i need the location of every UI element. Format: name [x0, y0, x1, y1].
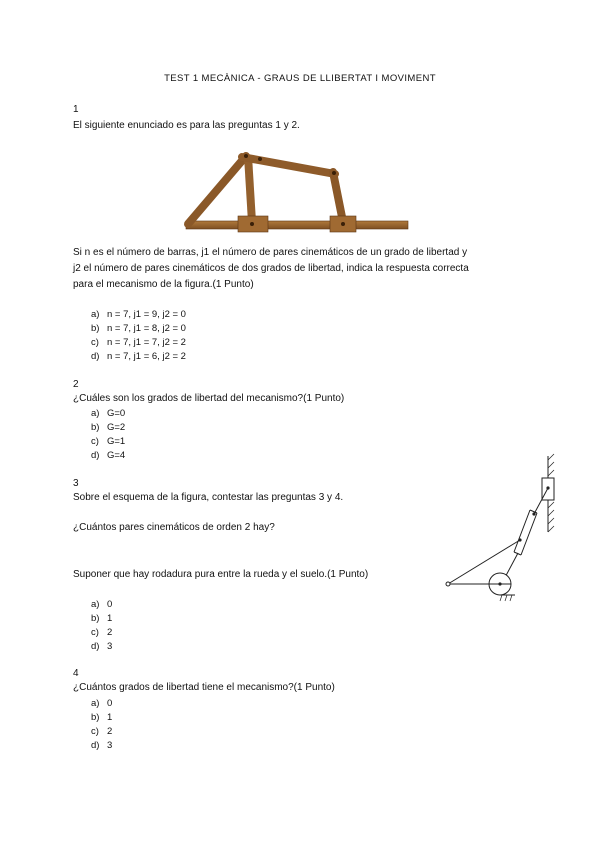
question-2-option-b[interactable]: [91, 422, 125, 433]
option-text: 0: [107, 698, 113, 709]
question-3-option-a[interactable]: [91, 599, 112, 610]
option-letter: b): [91, 712, 100, 723]
option-text: n = 7, j1 = 9, j2 = 0: [107, 309, 186, 320]
question-1-text-line: j2 el número de pares cinemáticos de dos grados de libertad, indica la respuesta correcta: [73, 263, 469, 274]
option-text: n = 7, j1 = 6, j2 = 2: [107, 351, 186, 362]
option-text: G=0: [107, 408, 126, 419]
slider-wheel-schematic: [440, 452, 570, 604]
option-letter: b): [91, 323, 100, 334]
question-4-option-c[interactable]: [91, 726, 112, 737]
pin: [332, 171, 336, 175]
slider-link: [534, 488, 548, 514]
pivot: [498, 582, 501, 585]
question-2-option-c[interactable]: [91, 436, 125, 447]
question-2-text: ¿Cuáles son los grados de libertad del mecanismo?(1 Punto): [73, 393, 345, 404]
option-letter: c): [91, 726, 99, 737]
pivot: [532, 512, 535, 515]
question-1-option-a[interactable]: [91, 309, 186, 320]
option-text: 1: [107, 613, 113, 624]
question-1-option-c[interactable]: [91, 337, 186, 348]
option-letter: d): [91, 641, 100, 652]
option-text: 0: [107, 599, 113, 610]
pin: [250, 222, 254, 226]
option-letter: b): [91, 422, 100, 433]
option-letter: a): [91, 599, 100, 610]
left-pivot: [446, 582, 450, 586]
question-3-option-d[interactable]: [91, 641, 112, 652]
pin: [341, 222, 345, 226]
option-text: 3: [107, 740, 113, 751]
option-text: n = 7, j1 = 8, j2 = 0: [107, 323, 186, 334]
option-letter: c): [91, 627, 99, 638]
question-4-option-d[interactable]: [91, 740, 112, 751]
question-1-intro: El siguiente enunciado es para las preguntas 1 y 2.: [73, 120, 300, 131]
question-3-number: 3: [73, 478, 79, 489]
option-text: G=4: [107, 450, 126, 461]
coupler-bar: [514, 510, 537, 555]
option-text: n = 7, j1 = 7, j2 = 2: [107, 337, 186, 348]
option-text: 3: [107, 641, 113, 652]
option-letter: c): [91, 337, 99, 348]
page-title: TEST 1 MECÀNICA - GRAUS DE LLIBERTAT I MOVIMENT: [164, 73, 436, 84]
option-text: 2: [107, 627, 113, 638]
right-vertical-bar: [333, 172, 343, 222]
question-4-number: 4: [73, 668, 79, 679]
left-diagonal-bar: [188, 156, 246, 224]
question-3-intro: Sobre el esquema de la figura, contestar las preguntas 3 y 4.: [73, 492, 344, 503]
pin: [244, 154, 248, 158]
base-bar: [186, 221, 408, 229]
option-letter: a): [91, 309, 100, 320]
pivot: [518, 538, 521, 541]
question-1-option-d[interactable]: [91, 351, 186, 362]
question-2-option-d[interactable]: [91, 450, 125, 461]
top-link: [242, 157, 335, 174]
option-text: G=1: [107, 436, 126, 447]
question-3-note: Suponer que hay rodadura pura entre la rueda y el suelo.(1 Punto): [73, 569, 369, 580]
option-letter: c): [91, 436, 99, 447]
question-2-option-a[interactable]: [91, 408, 125, 419]
question-3-option-c[interactable]: [91, 627, 112, 638]
question-1-number: 1: [73, 104, 79, 115]
pivot: [546, 486, 549, 489]
question-1-option-b[interactable]: [91, 323, 186, 334]
question-2-number: 2: [73, 379, 79, 390]
option-letter: d): [91, 740, 100, 751]
option-text: 2: [107, 726, 113, 737]
wooden-linkage-figure: [180, 148, 412, 238]
question-4-text: ¿Cuántos grados de libertad tiene el mecanismo?(1 Punto): [73, 682, 335, 693]
question-4-option-b[interactable]: [91, 712, 112, 723]
question-4-option-a[interactable]: [91, 698, 112, 709]
option-letter: b): [91, 613, 100, 624]
pin: [258, 157, 262, 161]
option-letter: a): [91, 408, 100, 419]
vertical-bar: [248, 156, 252, 222]
option-letter: a): [91, 698, 100, 709]
option-text: G=2: [107, 422, 126, 433]
question-3-option-b[interactable]: [91, 613, 112, 624]
question-1-text-line: para el mecanismo de la figura.(1 Punto): [73, 279, 254, 290]
question-1-text-line: Si n es el número de barras, j1 el número de pares cinemáticos de un grado de libertad y: [73, 247, 468, 258]
ground-hatching: [500, 595, 512, 601]
question-3-question: ¿Cuántos pares cinemáticos de orden 2 hay?: [73, 522, 275, 533]
option-letter: d): [91, 450, 100, 461]
option-letter: d): [91, 351, 100, 362]
option-text: 1: [107, 712, 113, 723]
